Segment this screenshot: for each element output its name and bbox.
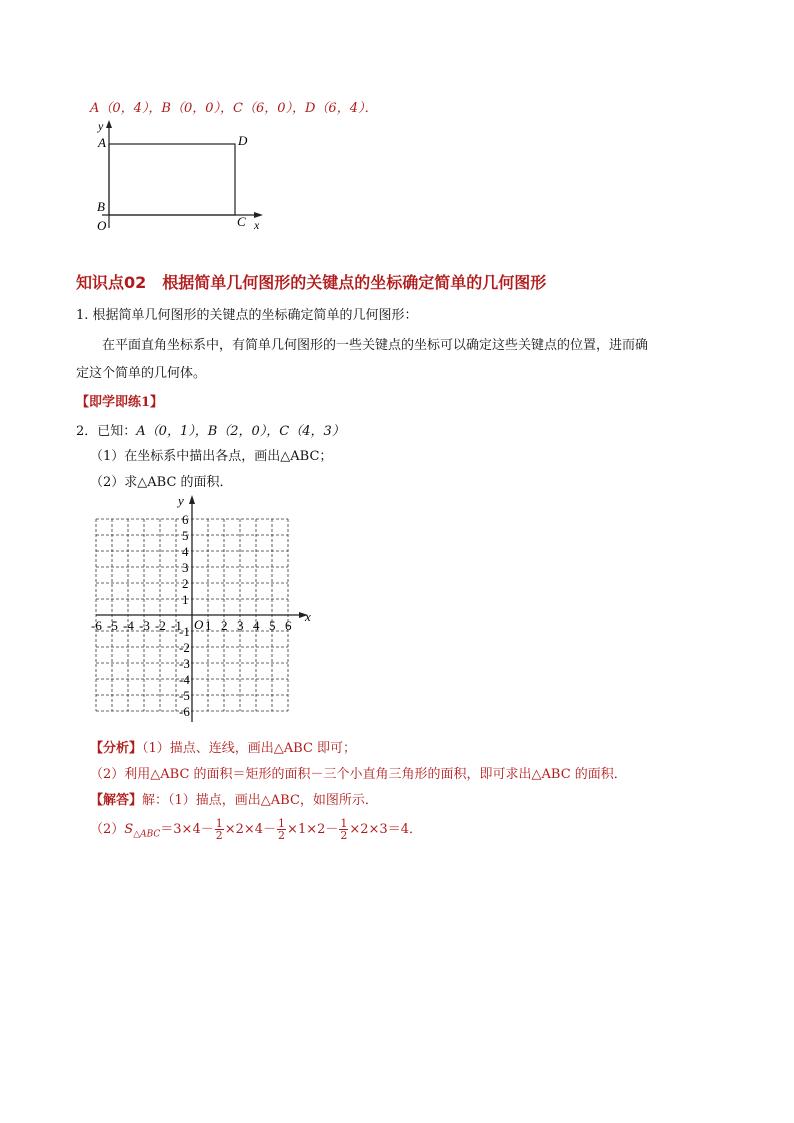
- question-prefix: 2．已知：: [76, 424, 137, 439]
- x-tick-label: -4: [123, 618, 134, 633]
- x-tick-label: 6: [285, 618, 292, 633]
- x-tick-label: -1: [171, 618, 182, 633]
- solution-area-formula: [90, 818, 422, 841]
- y-tick-label: 6: [182, 512, 189, 527]
- y-tick-label: 3: [182, 560, 189, 575]
- fraction-half-2: $\frac{1}{2}$: [278, 817, 286, 842]
- formula-part-a: ＝3×4－: [160, 822, 214, 837]
- analysis-line-2: （2）利用△ABC 的面积＝矩形的面积－三个小直角三角形的面积，即可求出△ABC 的面积．: [90, 767, 627, 782]
- fraction-half-3: $\frac{1}{2}$: [340, 817, 348, 842]
- section-para-line1: 在平面直角坐标系中，有简单几何图形的一些关键点的坐标可以确定这些关键点的位置，进而确: [102, 338, 649, 353]
- x-tick-label: 5: [269, 618, 276, 633]
- solution-text: 解：（1）描点，画出△ABC，如图所示．: [142, 793, 378, 808]
- formula-part-b: ×2×4－: [224, 822, 277, 837]
- x-tick-label: 1: [205, 618, 212, 633]
- y-tick-label: -1: [179, 624, 190, 639]
- analysis-line: [90, 737, 356, 756]
- y-tick-label: 4: [182, 544, 189, 559]
- y-axis-arrow-icon: [106, 120, 112, 128]
- y-tick-label: -2: [179, 640, 190, 655]
- y-axis-label: y: [98, 119, 104, 133]
- y-tick-label: -3: [179, 656, 190, 671]
- origin-label: O: [97, 218, 107, 233]
- analysis-label: 【分析】: [90, 741, 143, 756]
- point-d-label: D: [238, 133, 248, 148]
- x-tick-label: 3: [237, 618, 244, 633]
- rectangle-abcd: [109, 144, 235, 215]
- x-tick-label: -6: [91, 618, 102, 633]
- grid-y-arrow-icon: [189, 495, 195, 504]
- section-heading: 知识点02 根据简单几何图形的关键点的坐标确定简单的几何图形: [76, 273, 547, 292]
- point-b-label: B: [97, 199, 105, 214]
- section-para-line2: 定这个简单的几何体。: [76, 366, 207, 381]
- exercise-part-1: （1）在坐标系中描出各点，画出△ABC；: [90, 449, 333, 464]
- formula-prefix: （2）: [90, 822, 125, 837]
- x-tick-label: -3: [139, 618, 150, 633]
- y-tick-label: -5: [179, 688, 190, 703]
- y-tick-label: 5: [182, 528, 189, 543]
- exercise-part-2: （2）求△ABC 的面积．: [90, 475, 233, 490]
- rectangle-figure: [88, 118, 268, 238]
- analysis-text: （1）描点、连线，画出△ABC 即可；: [142, 741, 357, 756]
- solution-label: 【解答】: [90, 793, 143, 808]
- point-c-label: C: [237, 214, 246, 229]
- x-tick-label: -5: [107, 618, 118, 633]
- x-tick-label: 2: [221, 618, 228, 633]
- section-item-1: 1. 根据简单几何图形的关键点的坐标确定简单的几何图形：: [76, 308, 418, 323]
- formula-s: S: [124, 822, 134, 837]
- formula-sub: △ABC: [133, 829, 161, 840]
- exercise-question: [76, 420, 345, 439]
- grid-x-label: x: [305, 609, 311, 624]
- fraction-half-1: $\frac{1}{2}$: [215, 817, 223, 842]
- y-tick-label: -4: [179, 672, 190, 687]
- points-line: A（0，4），B（0，0），C（6，0），D（6，4）．: [90, 101, 378, 116]
- grid-y-label: y: [178, 493, 184, 508]
- formula-part-d: ×2×3＝4．: [349, 822, 422, 837]
- exercise-label: 【即学即练1】: [76, 395, 164, 410]
- x-tick-label: 4: [253, 618, 260, 633]
- grid-origin-label: O: [194, 617, 204, 632]
- coordinate-grid: [88, 490, 328, 725]
- x-axis-label: x: [254, 218, 260, 232]
- point-a-label: A: [98, 135, 106, 150]
- y-tick-label: 1: [182, 592, 189, 607]
- solution-line: [90, 789, 378, 808]
- y-tick-label: 2: [182, 576, 189, 591]
- question-points: A（0，1），B（2，0），C（4，3）: [136, 424, 345, 439]
- formula-part-c: ×1×2－: [287, 822, 339, 837]
- x-tick-label: -2: [155, 618, 166, 633]
- y-tick-label: -6: [179, 704, 190, 719]
